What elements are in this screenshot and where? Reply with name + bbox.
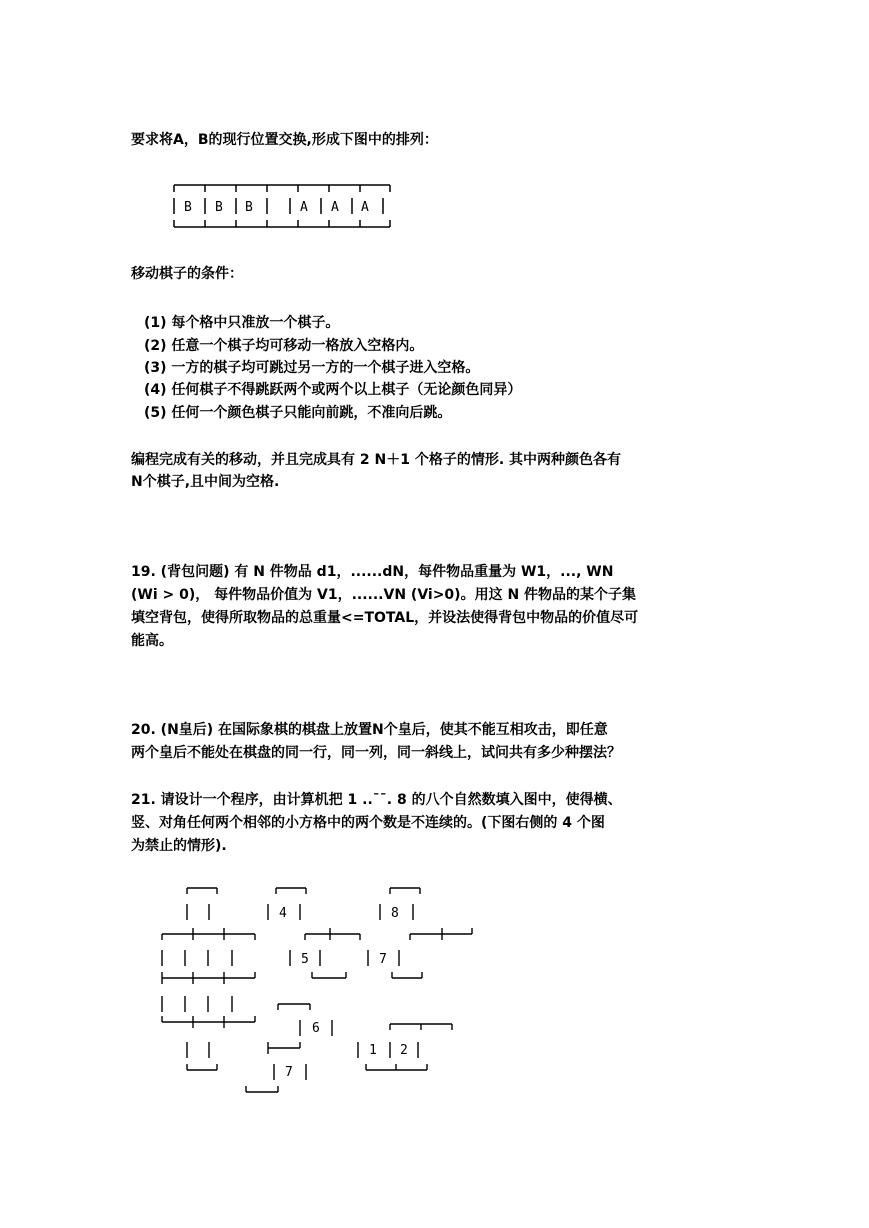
grid-number-4: 4 (279, 906, 287, 921)
row-cell-6: A (331, 200, 339, 215)
p20-line-1: 20. (N皇后) 在国际象棋的棋盘上放置N个皇后，使其不能互相攻击，即任意 (131, 722, 608, 738)
p20-line-2: 两个皇后不能处在棋盘的同一行，同一列，同一斜线上，试问共有多少种摆法？ (131, 745, 621, 761)
row-cell-7: A (361, 200, 369, 215)
p19-line-4: 能高。 (131, 633, 173, 649)
row-cell-1: B (184, 200, 192, 215)
intro-line: 要求将A，B的现行位置交换,形成下图中的排列： (131, 132, 438, 148)
p21-line-1: 21. 请设计一个程序，由计算机把 1 ..¯¯. 8 的八个自然数填入图中，使得横、 (131, 792, 622, 808)
grid-number-6: 6 (312, 1021, 320, 1036)
row-cell-5: A (300, 200, 308, 215)
condition-3: (3) 一方的棋子均可跳过另一方的一个棋子进入空格。 (144, 360, 480, 376)
condition-4: (4) 任何棋子不得跳跃两个或两个以上棋子（无论颜色同异） (144, 382, 522, 398)
p21-line-2: 竖、对角任何两个相邻的小方格中的两个数是不连续的。(下图右侧的 4 个图 (131, 815, 605, 831)
task-line-2: N个棋子,且中间为空格. (131, 474, 280, 490)
p19-line-3: 填空背包，使得所取物品的总重量<=TOTAL，并设法使得背包中物品的价值尽可 (131, 610, 639, 626)
conditions-title: 移动棋子的条件： (131, 266, 243, 282)
p19-line-1: 19. (背包问题) 有 N 件物品 d1，......dN，每件物品重量为 W1，..., WN (131, 564, 614, 580)
grid-number-7-upper: 7 (379, 952, 387, 967)
condition-5: (5) 任何一个颜色棋子只能向前跳，不准向后跳。 (144, 405, 452, 421)
p21-line-3: 为禁止的情形). (131, 838, 227, 854)
p19-line-2: (Wi > 0)， 每件物品价值为 V1，......VN (Vi>0)。用这 N 件物品的某个子集 (131, 587, 637, 603)
grid-number-7-lower: 7 (285, 1065, 293, 1080)
grid-diagrams (150, 880, 490, 1100)
grid-number-2: 2 (400, 1043, 408, 1058)
grid-number-5: 5 (301, 952, 309, 967)
grid-number-1: 1 (369, 1043, 377, 1058)
grid-number-8: 8 (391, 906, 399, 921)
row-cell-2: B (215, 200, 223, 215)
condition-1: (1) 每个格中只准放一个棋子。 (144, 315, 340, 331)
condition-2: (2) 任意一个棋子均可移动一格放入空格内。 (144, 338, 424, 354)
row-diagram (168, 180, 398, 232)
row-cell-3: B (245, 200, 253, 215)
task-line-1: 编程完成有关的移动，并且完成具有 2 N＋1 个格子的情形. 其中两种颜色各有 (131, 452, 622, 468)
